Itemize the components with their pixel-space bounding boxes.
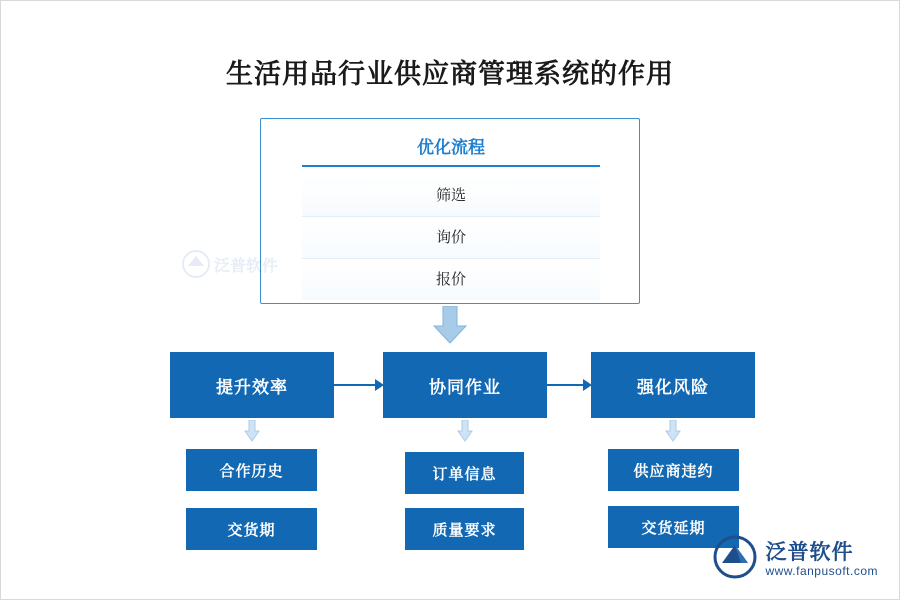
watermark-logo-icon: 泛普软件 <box>182 250 278 278</box>
sub-box: 供应商违约 <box>608 449 739 491</box>
process-step-list <box>302 175 600 300</box>
arrow-down-small-icon <box>457 420 473 442</box>
page-title: 生活用品行业供应商管理系统的作用 <box>226 59 674 89</box>
arrow-right-icon <box>334 378 384 392</box>
arrow-right-icon <box>547 378 592 392</box>
arrow-down-icon <box>433 306 467 344</box>
sub-box: 合作历史 <box>186 449 317 491</box>
process-card-title: 优化流程 <box>417 138 485 157</box>
main-box-efficiency: 提升效率 <box>170 352 334 418</box>
main-box-collaboration: 协同作业 <box>383 352 547 418</box>
arrow-down-small-icon <box>665 420 681 442</box>
brand-name: 泛普软件 <box>765 540 854 564</box>
process-card <box>260 118 640 304</box>
arrow-down-small-icon <box>244 420 260 442</box>
sub-box: 交货延期 <box>608 506 739 548</box>
sub-box: 质量要求 <box>405 508 524 550</box>
sub-box: 交货期 <box>186 508 317 550</box>
list-item: 询价 <box>302 217 600 259</box>
brand-logo <box>713 535 878 584</box>
main-box-risk: 强化风险 <box>591 352 755 418</box>
sub-box: 订单信息 <box>405 452 524 494</box>
brand-logo-icon <box>713 535 757 584</box>
list-item: 筛选 <box>302 175 600 217</box>
brand-url: www.fanpusoft.com <box>765 563 878 578</box>
list-item: 报价 <box>302 259 600 300</box>
card-title-divider <box>302 165 600 167</box>
